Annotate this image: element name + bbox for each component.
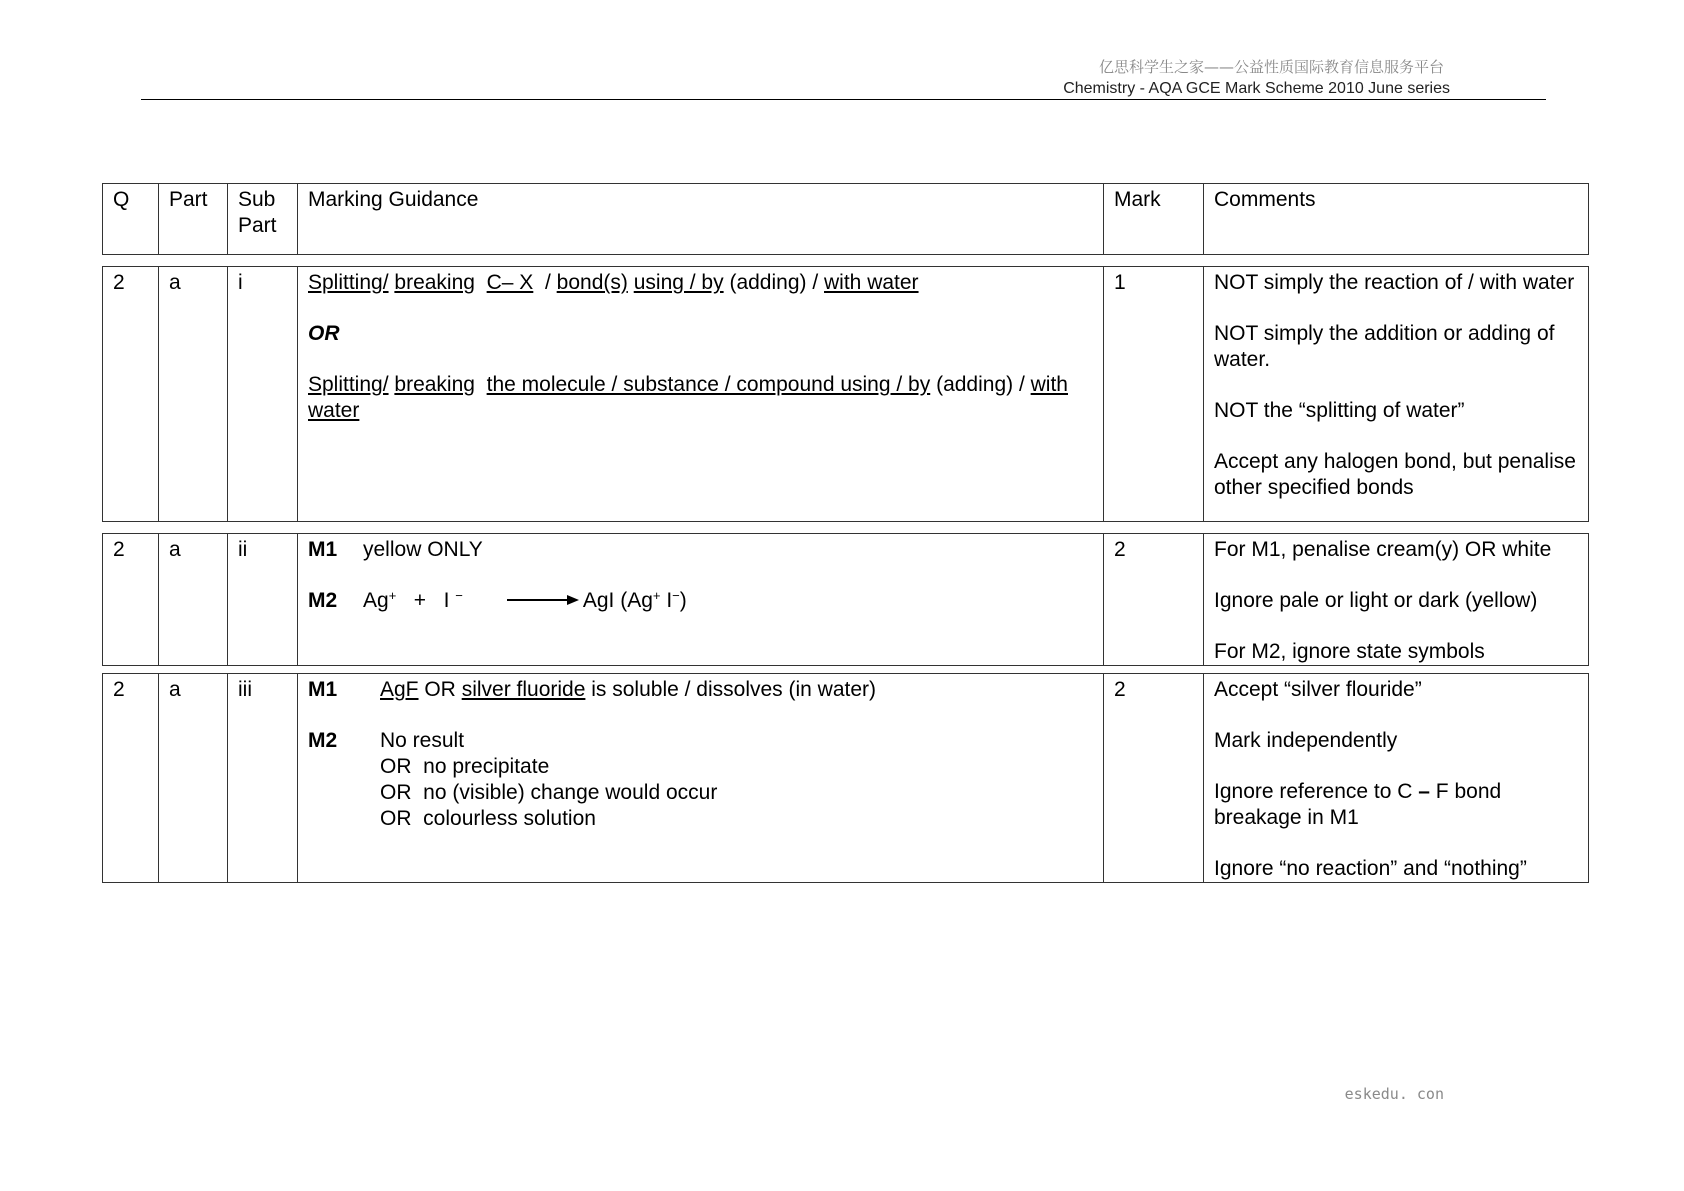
m2-text-2: OR no precipitate [380,755,550,778]
reaction-arrow-icon [507,594,579,606]
text-splitting: Splitting/ [308,373,389,396]
comment-3-dash: – [1418,780,1430,803]
col-header-q: Q [103,184,159,255]
m2-equation [308,588,1093,614]
cell-comments [1204,267,1589,522]
cell-mark: 2 [1104,534,1204,666]
cell-mark: 1 [1104,267,1204,522]
cell-subpart: i [228,267,298,522]
comment-2: Mark independently [1214,729,1398,752]
comment-3: NOT the “splitting of water” [1214,399,1465,422]
cell-comments [1204,534,1589,666]
text-adding: (adding) / [936,373,1025,396]
m1-line [308,537,1093,563]
text-with-water: with water [824,271,919,294]
m2-line [308,728,1093,754]
eq-ag: Ag [363,589,389,612]
cell-guidance [298,534,1104,666]
comment-1: NOT simply the reaction of / with water [1214,271,1575,294]
m2-label: M2 [308,589,338,612]
header-site-text: 亿思科学生之家——公益性质国际教育信息服务平台 [1098,58,1444,76]
table-header [102,183,1589,255]
table-row-2ai [102,266,1589,522]
footer-watermark: eskedu. con [1344,1085,1444,1103]
cell-subpart: ii [228,534,298,666]
guidance-line-1 [308,270,1093,296]
m2-text-3: OR no (visible) change would occur [380,781,718,804]
comment-3-c: F bond breakage in M1 [1214,780,1508,829]
comment-2: NOT simply the addition or adding of water. [1214,322,1555,371]
col-header-subpart [228,184,298,255]
eq-product-i: I [660,589,673,612]
cell-part: a [159,534,228,666]
m2-text-4: OR colourless solution [380,807,596,830]
m2-label: M2 [308,729,338,752]
table-row-2aii [102,533,1589,666]
m1-label: M1 [308,538,338,561]
col-header-subpart-line1: Sub [238,188,276,211]
col-header-part: Part [159,184,228,255]
m1-line [308,677,1093,703]
text-adding: (adding) / [729,271,819,294]
col-header-subpart-line2: Part [238,214,277,237]
eq-ag-charge: + [388,588,397,603]
text-using-by: using / by [633,271,724,294]
header-rule [141,99,1546,100]
cell-q: 2 [103,534,159,666]
eq-plus: + [413,589,427,612]
comment-1: Accept “silver flouride” [1214,678,1422,701]
cell-guidance [298,674,1104,883]
col-header-mark: Mark [1104,184,1204,255]
comment-1: For M1, penalise cream(y) OR white [1214,538,1552,561]
eq-product-charge-plus: + [652,588,661,603]
text-bonds: bond(s) [556,271,628,294]
text-with-water: with water [308,373,1068,422]
cell-q: 2 [103,674,159,883]
m1-text: yellow ONLY [363,538,483,561]
col-header-guidance: Marking Guidance [298,184,1104,255]
comment-2: Ignore pale or light or dark (yellow) [1214,589,1538,612]
comment-4: Ignore “no reaction” and “nothing” [1214,857,1527,880]
cell-part: a [159,674,228,883]
text-agf: AgF [380,678,419,701]
eq-iodide: I [443,589,450,612]
cell-guidance [298,267,1104,522]
cell-q: 2 [103,267,159,522]
eq-close: ) [679,589,687,612]
text-or: OR [308,322,340,345]
cell-comments [1204,674,1589,883]
comment-3 [1214,779,1578,831]
text-cx-bond: C– X [486,271,534,294]
eq-iodide-charge: − [455,588,463,603]
col-header-comments: Comments [1204,184,1589,255]
text-breaking: breaking [394,373,475,396]
cell-mark: 2 [1104,674,1204,883]
cell-part: a [159,267,228,522]
eq-product: AgI (Ag [582,589,653,612]
text-slash: / [544,271,551,294]
text-silver-fluoride: silver fluoride [461,678,586,701]
cell-subpart: iii [228,674,298,883]
text-breaking: breaking [394,271,475,294]
eq-product-charge-minus: − [672,588,680,603]
text-molecule: the molecule / substance / compound using / by [486,373,931,396]
guidance-line-2 [308,372,1093,424]
text-splitting: Splitting/ [308,271,389,294]
text-or: OR [418,678,462,701]
table-row-2aiii [102,673,1589,883]
m2-text-1: No result [380,729,465,752]
comment-3: For M2, ignore state symbols [1214,640,1485,663]
text-soluble: is soluble / dissolves (in water) [585,678,877,701]
header-title: Chemistry - AQA GCE Mark Scheme 2010 June series [1063,80,1450,97]
comment-4: Accept any halogen bond, but penalise other specified bonds [1214,450,1576,499]
m1-label: M1 [308,678,338,701]
comment-3-a: Ignore reference to C [1214,780,1419,803]
